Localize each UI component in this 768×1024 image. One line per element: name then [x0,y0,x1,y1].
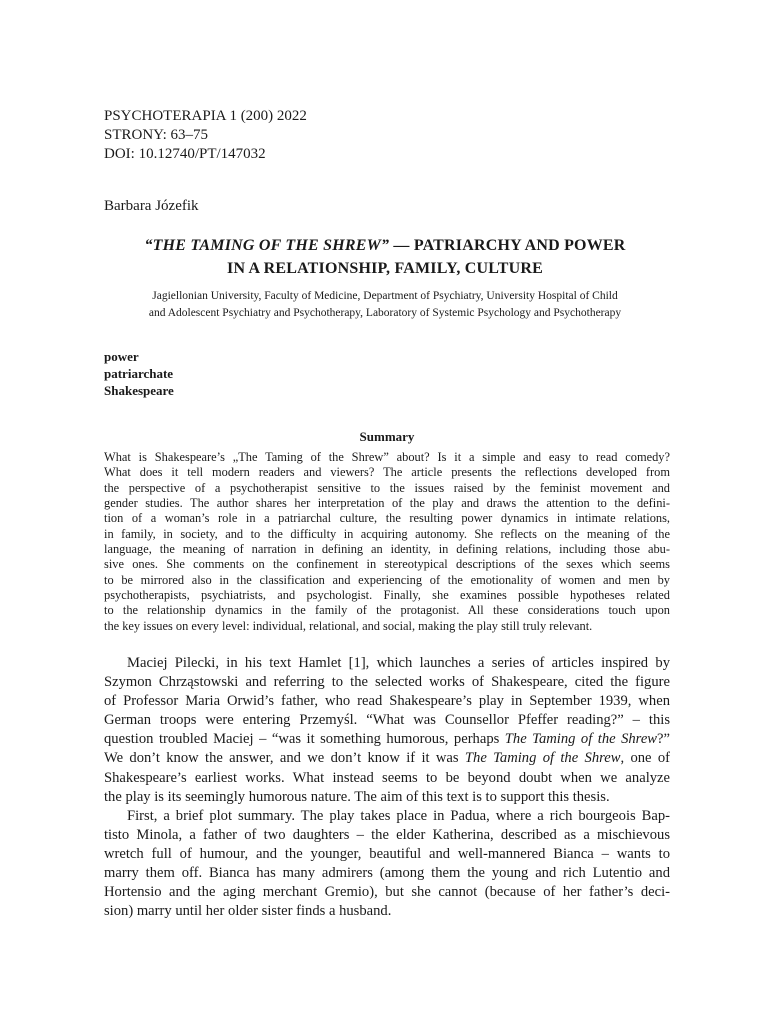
paragraph-1-line [104,730,670,749]
title-italic: “THE TAMING OF THE SHREW” [144,237,390,254]
paragraph-1-line: of Professor Maria Orwid’s father, who read Shakespeare’s play in September 1939, when [104,693,670,710]
summary-line: the perspective of a psychotherapist sensitive to the issues raised by the feminist movement and [104,480,670,495]
summary-line: to be mirrored also in the classification and experiencing of the emotionality of women and men by [104,572,670,587]
line-text: ?” [657,731,670,748]
author-name: Barbara Józefik [104,198,199,214]
title-line-2: IN A RELATIONSHIP, FAMILY, CULTURE [227,260,543,277]
paragraph-2-line: Hortensio and the aging merchant Gremio), but she cannot (because of her father’s deci- [104,884,670,901]
affiliation [90,288,680,322]
summary-line: What is Shakespeare’s „The Taming of the Shrew” about? Is it a simple and easy to read comedy? [104,450,670,464]
paragraph-2-line: tisto Minola, a father of two daughters – the elder Katherina, described as a mischievous [104,826,670,843]
summary-line: in family, in society, and to the difficulty in acquiring autonomy. She reflects on the meaning of the [104,526,670,541]
keyword: patriarchate [104,366,174,381]
body-text [104,654,670,921]
title-line-1 [90,234,680,257]
keywords [104,348,174,399]
summary-line: sive ones. She comments on the confinement in stereotypical descriptions of the sexes which seems [104,557,670,572]
keyword: Shakespeare [104,383,174,398]
summary-heading: Summary [359,429,415,444]
paragraph-1-line [104,749,670,768]
paragraph-2-line: marry them off. Bianca has many admirers (among them the young and rich Lutentio and [104,865,670,882]
summary-line: the key issues on every level: individual, relational, and social, making the play still truly relevant. [104,618,593,633]
line-text: question troubled Maciej – “was it something humorous, perhaps [104,731,505,748]
article-title [90,234,680,280]
title-rest: — PATRIARCHY AND POWER [389,237,626,254]
journal-doi: DOI: 10.12740/PT/147032 [104,146,266,162]
paragraph-2-line: wretch full of humour, and the younger, beautiful and well-mannered Bianca – wants to [104,845,670,862]
paragraph-1-line: Maciej Pilecki, in his text Hamlet [1], which launches a series of articles inspired by [127,655,670,671]
paragraph-1-line: Shakespeare’s earliest works. What instead seems to be beyond doubt when we analyze [104,769,670,786]
paragraph-1-line: the play is its seemingly humorous nature. The aim of this text is to support this thesis. [104,788,610,805]
keyword: power [104,349,139,364]
line-text: We don’t know the answer, and we don’t know if it was [104,750,465,767]
summary-line: psychotherapists, psychiatrists, and psychologist. Finally, she examines possible hypotheses related [104,588,670,603]
paragraph-1-line: Szymon Chrząstowski and referring to the selected works of Shakespeare, cited the figure [104,674,670,691]
affiliation-line-1: Jagiellonian University, Faculty of Medicine, Department of Psychiatry, University Hospital of Child [152,290,618,302]
summary-line: language, the meaning of narration in defining an identity, in defining relations, including those abu- [104,542,670,557]
paragraph-2-line: First, a brief plot summary. The play takes place in Padua, where a rich bourgeois Bap- [127,807,670,824]
summary-text [104,450,670,634]
affiliation-line-2: and Adolescent Psychiatry and Psychotherapy, Laboratory of Systemic Psychology and Psychotherapy [148,307,622,319]
journal-header [104,107,307,164]
italic-play-title: The Taming of the Shrew [504,731,658,748]
summary-line: tion of a woman’s role in a patriarchal culture, the resulting power dynamics in intimate relations, [104,511,670,526]
line-text: , one of [620,750,670,767]
summary-line: to the relationship dynamics in the family of the protagonist. All these considerations touch upon [104,603,670,618]
paragraph-2-line: sion) marry until her older sister finds a husband. [104,903,392,920]
summary-line: gender studies. The author shares her interpretation of the play and draws the attention to the defini- [104,496,670,511]
paragraph-1-line: German troops were entering Przemyśl. “What was Counsellor Pfeffer reading?” – this [104,712,670,729]
journal-pages: STRONY: 63–75 [104,127,209,143]
italic-play-title: The Taming of the Shrew [464,750,621,767]
summary-line: What does it tell modern readers and viewers? The article presents the reflections developed from [104,465,670,480]
journal-issue: PSYCHOTERAPIA 1 (200) 2022 [104,108,307,124]
